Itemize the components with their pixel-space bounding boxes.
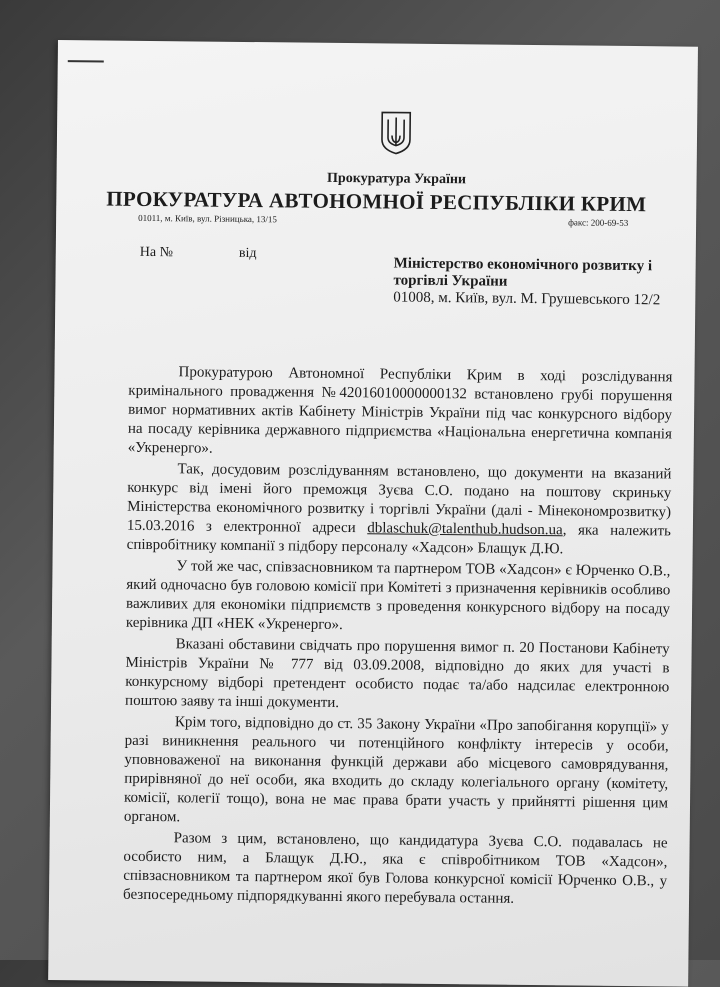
paragraph-5: Крім того, відповідно до ст. 35 Закону України «Про запобігання корупції» у разі виникнення реального чи потенційного конфлікту інтересів у особи, уповноваженої на виконання функцій держави або місцевого самоврядування, прирівняної до неї особи, яка входить до складу колегіального органу (комітету, комісії, колегії тощо), вона не має права брати участь у прийнятті рішення цим органом. [123,714,669,826]
paragraph-2-start: Так, досудовим розслідуванням встановлено, що документи на вказаний конкурс від імені його преможця Зуєва С.О. подано на поштову скриньку Міністерства економічного розвитку і торгівлі України (далі - Мінекономрозвитку) 15.03.2016 з електронної адреси [126,461,672,537]
paragraph-2-end: , яка належить співробітнику компанії з підбору персоналу «Хадсон» Блащук Д.Ю. [126,522,671,558]
reference-line [140,245,257,262]
document-page [48,40,698,987]
paragraph-1: Прокуратурою Автономної Республіки Крим в ході розслідування кримінального провадження №42016010000000132 встановлено грубі порушення вимог нормативних актів Кабінету Міністрів України під час конкурсного відбору на посаду керівника державного підприємства «Національна енергетична компанія «Укренерго». [127,364,673,457]
recipient-address: 01008, м. Київ, вул. М. Грушевського 12/2 [393,289,661,309]
email-link[interactable]: dblaschuk@talenthub.hudson.ua [367,520,563,539]
paragraph-6: Разом з цим, встановлено, що кандидатура Зуєва С.О. подавалась не особисто ним, а Блащук Д.Ю., яка є співробітником ТОВ «Хадсон», співзасновником та партнером якої був Голова конкурсної комісії Юрченко О.В., у безпосередньому підпорядкуванні якого перебувала остання. [122,830,668,907]
paragraph-4: Вказані обставини свідчать про порушення вимог п. 20 Постанови Кабінету Міністрів України № 777 від 03.09.2008, відповідно до яких для участі в конкурсному відборі претендент особисто подає та/або надсилає електронною поштою заяву та інші документи. [125,636,670,711]
reference-date-label: від [238,245,257,262]
letter-body [123,363,673,913]
recipient-block [393,256,684,310]
corner-mark [68,60,104,62]
paragraph-3: У той же час, співзасновником та партнером ТОВ «Хадсон» є Юрченко О.В., який одночасно був головою комісії при Комітеті з призначення керівників особливо важливих для економіки підприємств з проведення конкурсного відбору на посаду керівника ДП «НЕК «Укренерго». [125,558,671,634]
department-small: Прокуратура України [327,170,467,188]
sender-fax: факс: 200-69-53 [568,217,629,228]
recipient-name: Міністерство економічного розвитку і торгівлі України [393,255,653,290]
sender-address: 01011, м. Київ, вул. Різницька, 13/15 [138,212,278,225]
reference-number-label: На № [139,244,174,261]
trident-icon [379,109,413,155]
paragraph-2 [127,460,672,561]
department-big: ПРОКУРАТУРА АВТОНОМНОЇ РЕСПУБЛІКИ КРИМ [106,186,647,217]
